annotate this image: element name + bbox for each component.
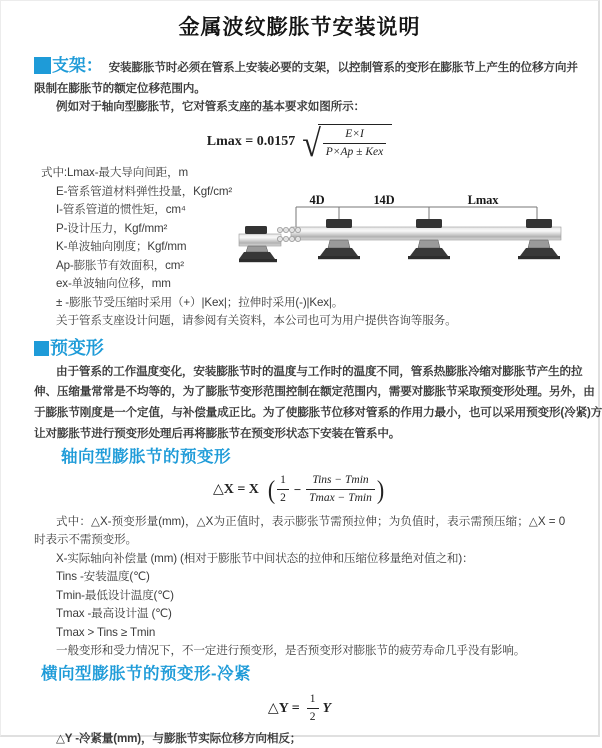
open-paren: (: [267, 474, 276, 505]
dim-label-lmax: Lmax: [467, 193, 499, 207]
one-half-fraction: [307, 692, 319, 725]
delta-y-description: △Y -冷紧量(mm)，与膨胀节实际位移方向相反；: [56, 731, 302, 745]
lateral-subsection-heading: 横向型膨胀节的预变形-冷紧: [41, 664, 251, 683]
formula-lmax-numerator: E×I: [323, 127, 387, 144]
page-title: 金属波纹膨胀节安装说明: [178, 16, 421, 39]
temperature-fraction: [306, 473, 375, 506]
half-numerator: 1: [277, 473, 289, 490]
support-consulting-note: 关于管系支座设计问题，请参阅有关资料，本公司也可为用户提供咨询等服务。: [56, 314, 457, 327]
one-half-fraction: [277, 473, 289, 506]
predeform-note: 一般变形和受力情况下，不一定进行预变形，是否预变形对膨胀节的疲劳寿命几乎没有影响。: [56, 644, 526, 658]
var-k: K-单波轴向刚度；Kgf/mm: [56, 240, 187, 253]
section-heading-support: 支架：: [52, 56, 103, 75]
support-section-intro: [34, 54, 578, 80]
tmax-definition: Tmax -最高设计温 (℃): [56, 607, 172, 621]
section-bullet-icon: [34, 57, 51, 74]
predeform-line3: 于膨胀节刚度是一个定值，与补偿量成正比。为了使膨胀节位移对管系的作用力最小，也可以采用预变形(冷紧)方: [34, 406, 602, 420]
axial-definitions: [34, 550, 565, 661]
formula-lmax-denominator: P×Ap ± Kex: [325, 146, 384, 158]
formula-delta-x-lhs: △X = X: [212, 482, 259, 498]
main-pipe: [291, 227, 561, 240]
half-denominator: 2: [309, 711, 316, 724]
formula-delta-y-lhs: △Y =: [267, 701, 300, 717]
tmin-definition: Tmin-最低设计温度(℃): [56, 588, 174, 602]
pipe-diagram-svg: [239, 193, 573, 271]
half-numerator: 1: [307, 692, 319, 709]
x-definition: X-实际轴向补偿量 (mm) (相对于膨胀节中间状态的拉伸和压缩位移量绝对值之和)：: [56, 551, 474, 565]
predeform-line4: 让对膨胀节进行预变形处理后再将膨胀节在预变形状态下安装在管系中。: [34, 426, 401, 440]
support-intro-line2: 限制在膨胀节的额定位移范围内。: [34, 82, 206, 95]
temp-numerator: Tins − Tmin: [306, 473, 375, 490]
formula-delta-y: [34, 694, 565, 724]
anchor-pipe-stub: [239, 234, 281, 246]
formula-lmax: [34, 123, 565, 165]
axial-subsection-heading: 轴向型膨胀节的预变形: [61, 447, 231, 466]
predeform-section-heading-row: [34, 336, 565, 362]
support-intro-line1: 安装膨胀节时必须在管系上安装必要的支架，以控制管系的变形在膨胀节上产生的位移方向并: [108, 61, 578, 74]
formula-delta-y-rhs: Y: [322, 700, 332, 716]
dim-label-14d: 14D: [373, 193, 395, 207]
section-bullet-icon: [34, 341, 49, 356]
delta-x-description: 式中：△X-预变形量(mm)，△X为正值时，表示膨张节需预拉伸；为负值时，表示需预压缩；△X = 0时表示不需预变形。: [34, 514, 565, 547]
formula-lmax-radicand: [318, 124, 393, 160]
var-ex: ex-单波轴向位移，mm: [56, 277, 171, 290]
var-ap: Ap-膨胀节有效面积，cm²: [56, 258, 185, 272]
var-p: P-设计压力，Kgf/mm²: [56, 221, 168, 235]
support-spacing-diagram: [239, 193, 573, 271]
temp-denominator: Tmax − Tmin: [309, 492, 372, 505]
close-paren: ): [376, 474, 385, 505]
section-heading-predeform: 预变形: [50, 337, 104, 358]
formula-lmax-lhs: Lmax = 0.0157: [206, 134, 296, 149]
dim-label-4d: 4D: [309, 193, 325, 207]
predeform-paragraph: [34, 362, 602, 445]
formula-delta-x: [34, 473, 565, 507]
minus-operator: −: [293, 481, 302, 497]
var-lmax: 式中:Lmax-最大导向间距，m: [41, 166, 189, 179]
predeform-line1: 由于管系的工作温度变化，安装膨胀节时的温度与工作时的温度不同，管系热膨胀冷缩对膨胀节产生的拉: [56, 364, 583, 378]
predeform-line2: 伸、压缩量常常是不均等的，为了膨胀节变形范围控制在额定范围内，需要对膨胀节采取预变形处理。另外，由: [34, 385, 595, 399]
support-example-line: 例如对于轴向型膨胀节，它对管系支座的基本要求如图所示：: [56, 100, 365, 113]
temperature-inequality: Tmax > Tins ≥ Tmin: [56, 625, 156, 639]
var-i: I-管系管道的惯性矩，cm⁴: [56, 203, 186, 216]
var-e: E-管系管道材料弹性投量，Kgf/cm²: [56, 184, 233, 198]
var-plusminus: ± -膨胀节受压缩时采用（+）|Kex|；拉伸时采用(-)|Kex|。: [56, 295, 344, 309]
tins-definition: Tins -安装温度(℃): [56, 570, 150, 584]
sqrt-radical-icon: √: [302, 123, 321, 165]
half-denominator: 2: [280, 492, 286, 505]
